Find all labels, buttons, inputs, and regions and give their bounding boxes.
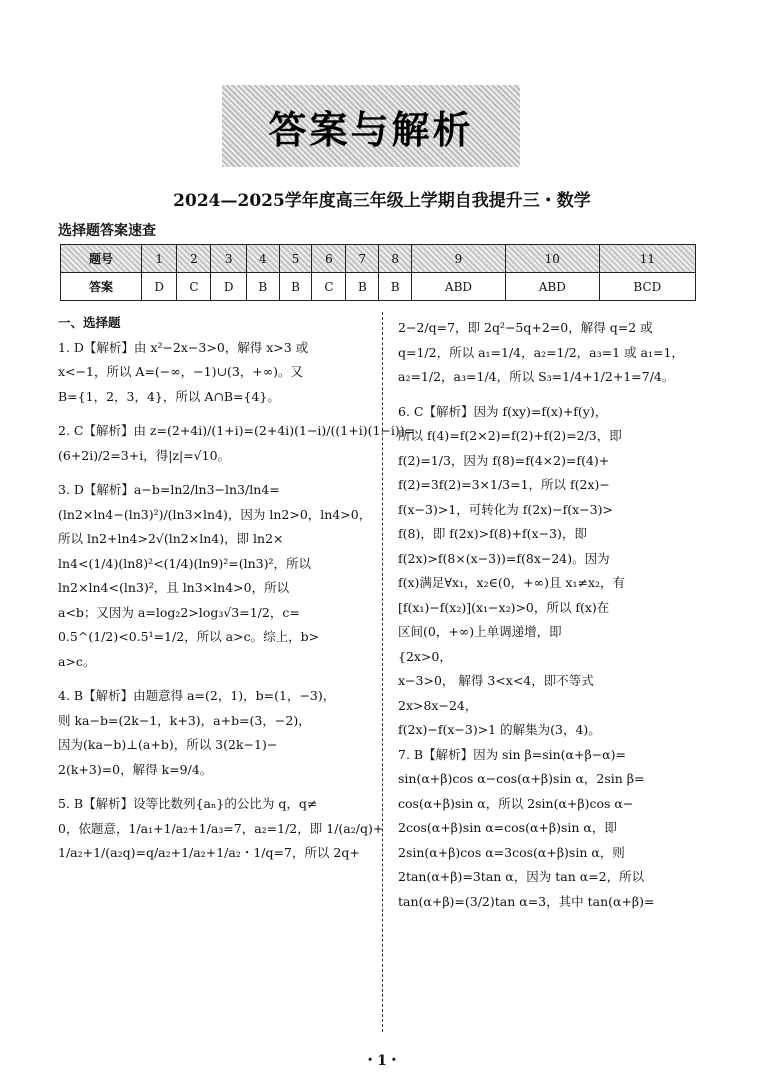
answer-cell: B [246, 273, 279, 301]
answer-cell: C [177, 273, 211, 301]
solution-line: x−3>0， 解得 3<x<4，即不等式 [398, 673, 594, 688]
question-number: 5 [279, 245, 312, 273]
question-number-label: 题号 [61, 245, 142, 273]
solution-line: 区间(0，+∞)上单调递增，即 [398, 624, 562, 639]
solution-line: 2x>8x−24， [398, 697, 478, 713]
answer-cell: BCD [599, 273, 695, 301]
answer-cell: D [142, 273, 177, 301]
solution-line: 2cos(α+β)sin α=cos(α+β)sin α，即 [398, 820, 617, 835]
answer-label: 答案 [61, 273, 142, 301]
question-number: 3 [211, 245, 246, 273]
solution-line: f(x)满足∀x₁，x₂∈(0，+∞)且 x₁≠x₂，有 [398, 575, 626, 590]
solution-line: 所以 ln2+ln4>2√(ln2×ln4)，即 ln2× [58, 531, 284, 546]
solution-line: 2(k+3)=0，解得 k=9/4。 [58, 761, 213, 777]
solution-line: 5. B【解析】设等比数列{aₙ}的公比为 q，q≠ [58, 796, 318, 811]
solution-line: cos(α+β)sin α，所以 2sin(α+β)cos α− [398, 795, 634, 811]
solution-line: a>c。 [58, 653, 96, 669]
solution-line: 2tan(α+β)=3tan α，因为 tan α=2，所以 [398, 869, 645, 884]
solution-line: 3. D【解析】a−b=ln2/ln3−ln3/ln4= [58, 482, 280, 497]
solution-line: tan(α+β)=(3/2)tan α=3，其中 tan(α+β)= [398, 893, 655, 909]
solution-line: B={1，2，3，4}，所以 A∩B={4}。 [58, 388, 280, 404]
answer-cell: B [379, 273, 412, 301]
solution-line: {2x>0， [398, 648, 452, 664]
solution-line: 2. C【解析】由 z=(2+4i)/(1+i)=(2+4i)(1−i)/((1+i)(1−i))= [58, 423, 416, 438]
solution-line: 则 ka−b=(2k−1，k+3)，a+b=(3，−2)， [58, 712, 311, 728]
solution-line: x<−1，所以 A=(−∞，−1)∪(3，+∞)。又 [58, 364, 304, 379]
question-number: 2 [177, 245, 211, 273]
question-number: 10 [505, 245, 599, 273]
title-banner [222, 85, 520, 167]
answer-cell: C [312, 273, 346, 301]
solution-line: ln4<(1/4)(ln8)²<(1/4)(ln9)²=(ln3)²，所以 [58, 555, 311, 571]
solution-line: 0，依题意，1/a₁+1/a₂+1/a₃=7，a₂=1/2，即 1/(a₂/q)+ [58, 820, 384, 836]
question-number: 9 [412, 245, 506, 273]
question-number: 1 [142, 245, 177, 273]
banner-title: 答案与解析 [268, 107, 474, 152]
solution-line: f(8)，即 f(2x)>f(8)+f(x−3)，即 [398, 526, 587, 541]
solution-line: f(2)=1/3，因为 f(8)=f(4×2)=f(4)+ [398, 452, 610, 468]
solution-line: q=1/2，所以 a₁=1/4，a₂=1/2，a₃=1 或 a₁=1， [398, 344, 684, 360]
solution-line: sin(α+β)cos α−cos(α+β)sin α，2sin β= [398, 771, 645, 786]
question-number: 4 [246, 245, 279, 273]
page-number: ・1・ [363, 1053, 401, 1069]
solution-line: 1. D【解析】由 x²−2x−3>0，解得 x>3 或 [58, 339, 309, 355]
question-number: 7 [346, 245, 379, 273]
solution-line: 2−2/q=7，即 2q²−5q+2=0，解得 q=2 或 [398, 320, 653, 335]
answer-cell: ABD [505, 273, 599, 301]
solution-line: a₂=1/2，a₃=1/4，所以 S₃=1/4+1/2+1=7/4。 [398, 369, 675, 384]
solution-line: 0.5^(1/2)<0.5¹=1/2，所以 a>c。综上，b> [58, 629, 320, 644]
left-column [58, 311, 416, 866]
solution-line: 6. C【解析】因为 f(xy)=f(x)+f(y)， [398, 403, 608, 419]
document-subtitle: 2024—2025学年度高三年级上学期自我提升三・数学 [173, 191, 591, 211]
solution-line: f(2x)>f(8×(x−3))=f(8x−24)。因为 [398, 550, 610, 566]
solution-line: 7. B【解析】因为 sin β=sin(α+β−α)= [398, 746, 626, 762]
answer-cell: B [279, 273, 312, 301]
solution-line: [f(x₁)−f(x₂)](x₁−x₂)>0，所以 f(x)在 [398, 599, 610, 615]
solution-line: ln2×ln4<(ln3)²，且 ln3×ln4>0，所以 [58, 580, 290, 595]
question-number: 11 [599, 245, 695, 273]
solution-line: f(2)=3f(2)=3×1/3=1，所以 f(2x)− [398, 477, 610, 492]
solution-line: 4. B【解析】由题意得 a=(2，1)，b=(1，−3)， [58, 688, 336, 703]
question-number: 8 [379, 245, 412, 273]
solution-line: f(x−3)>1，可转化为 f(2x)−f(x−3)> [398, 501, 613, 517]
solution-line: 因为(ka−b)⊥(a+b)，所以 3(2k−1)− [58, 737, 278, 752]
solution-line: (ln2×ln4−(ln3)²)/(ln3×ln4)，因为 ln2>0，ln4>0， [58, 506, 372, 522]
section-heading: 一、选择题 [58, 315, 121, 330]
answer-cell: D [211, 273, 246, 301]
column-divider [382, 312, 383, 1032]
solution-line: f(2x)−f(x−3)>1 的解集为(3，4)。 [398, 722, 601, 737]
question-number: 6 [312, 245, 346, 273]
answer-table [60, 244, 696, 301]
answer-cell: ABD [412, 273, 506, 301]
solution-line: 所以 f(4)=f(2×2)=f(2)+f(2)=2/3，即 [398, 428, 622, 443]
answer-cell: B [346, 273, 379, 301]
solution-line: 1/a₂+1/(a₂q)=q/a₂+1/a₂+1/a₂・1/q=7，所以 2q+ [58, 845, 360, 860]
solution-line: 2sin(α+β)cos α=3cos(α+β)sin α，则 [398, 844, 625, 860]
right-column [398, 316, 704, 914]
answer-table-header-row [61, 245, 696, 273]
solution-line: a<b；又因为 a=log₂2>log₃√3=1/2，c= [58, 604, 300, 620]
answer-table-answer-row [61, 273, 696, 301]
quick-check-label: 选择题答案速查 [58, 223, 156, 239]
solution-line: (6+2i)/2=3+i，得|z|=√10。 [58, 447, 231, 463]
